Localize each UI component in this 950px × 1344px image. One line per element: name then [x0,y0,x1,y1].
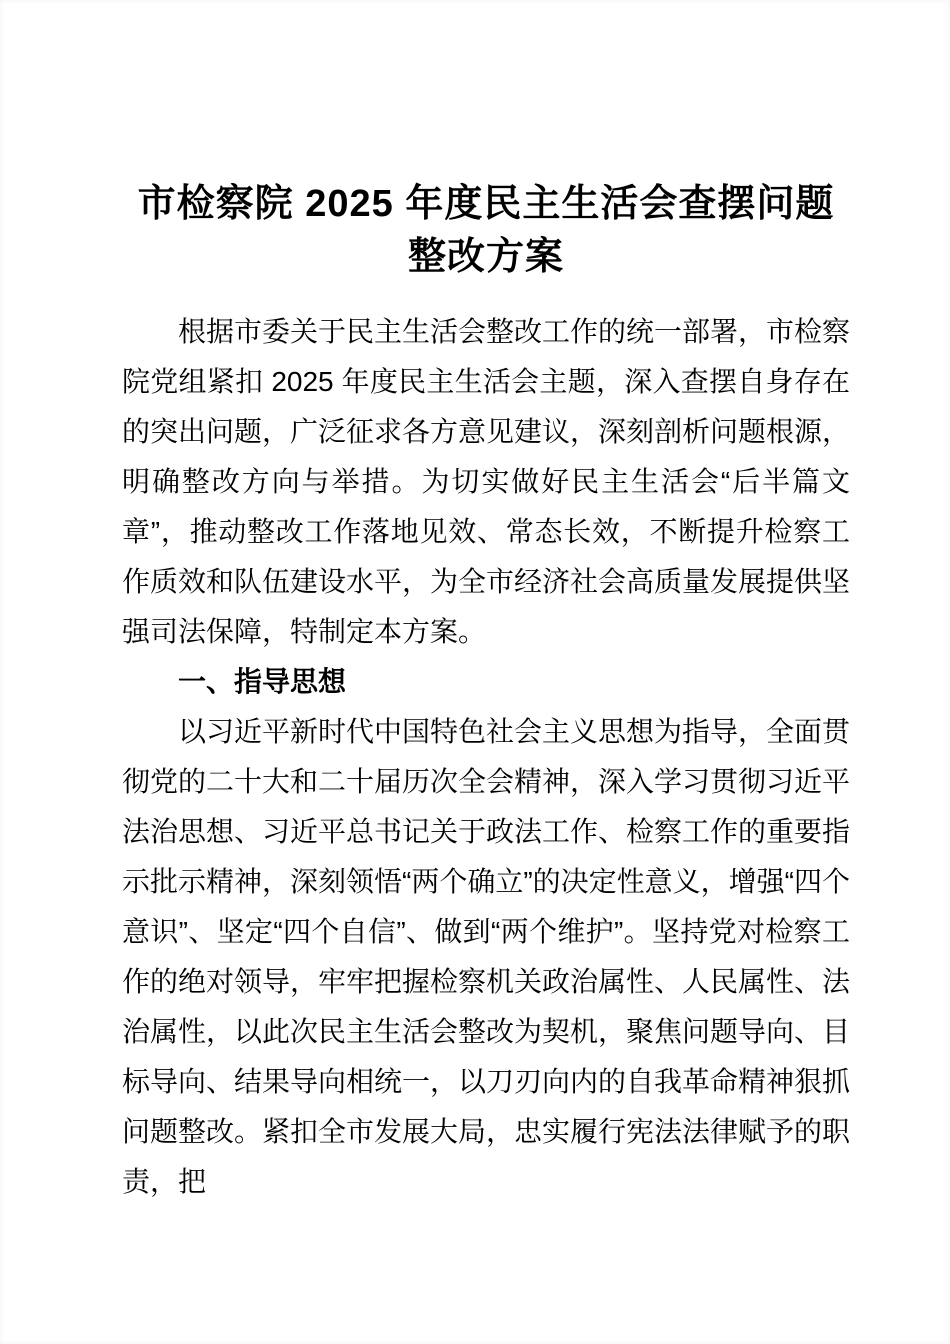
paragraph-intro: 根据市委关于民主生活会整改工作的统一部署，市检察院党组紧扣 2025 年度民主生活会主题，深入查摆自身存在的突出问题，广泛征求各方意见建议，深刻剖析问题根源，明确整改方向与举措。为切实做好民主生活会“后半篇文章”，推动整改工作落地见效、常态长效，不断提升检察工作质效和队伍建设水平，为全市经济社会高质量发展提供坚强司法保障，特制定本方案。 [122,316,851,647]
heading-guiding-ideology: 一、指导思想 [178,666,347,697]
paragraph-guiding-ideology: 以习近平新时代中国特色社会主义思想为指导，全面贯彻党的二十大和二十届历次全会精神，深入学习贯彻习近平法治思想、习近平总书记关于政法工作、检察工作的重要指示批示精神，深刻领悟“两个确立”的决定性意义，增强“四个意识”、坚定“四个自信”、做到“两个维护”。坚持党对检察工作的绝对领导，牢牢把握检察机关政治属性、人民属性、法治属性，以此次民主生活会整改为契机，聚焦问题导向、目标导向、结果导向相统一，以刀刃向内的自我革命精神狠抓问题整改。紧扣全市发展大局，忠实履行宪法法律赋予的职责，把 [122,716,851,1197]
document-title: 市检察院 2025 年度民主生活会查摆问题整改方案 [137,183,835,278]
